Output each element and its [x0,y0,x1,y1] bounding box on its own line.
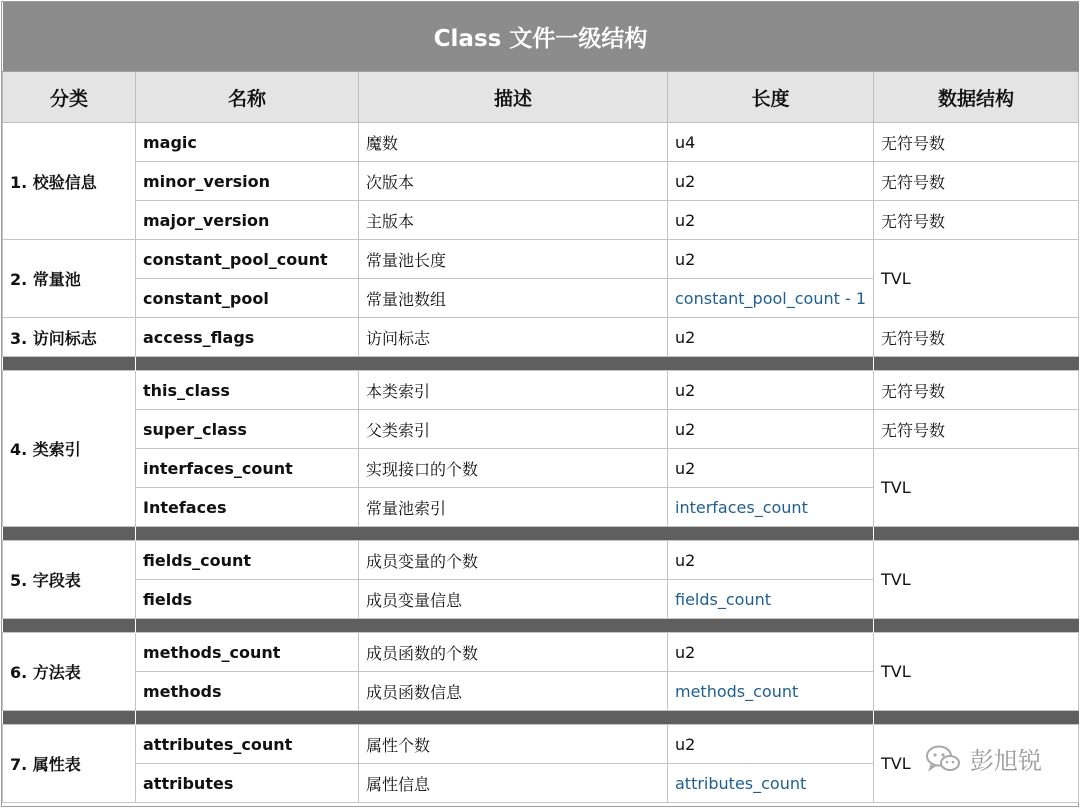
field-name: methods [136,672,359,711]
field-description: 魔数 [359,123,668,162]
header-data-structure: 数据结构 [874,72,1079,123]
field-type: TVL [874,633,1079,711]
field-description: 成员函数的个数 [359,633,668,672]
header-name: 名称 [136,72,359,123]
table-title: Class 文件一级结构 [3,2,1079,72]
field-name: fields_count [136,541,359,580]
field-description: 本类索引 [359,371,668,410]
table-row [3,123,1079,162]
field-length: u2 [668,162,874,201]
field-name: Intefaces [136,488,359,527]
category-cell: 4. 类索引 [3,371,136,527]
field-description: 常量池长度 [359,240,668,279]
category-cell: 1. 校验信息 [3,123,136,240]
field-description: 常量池数组 [359,279,668,318]
header-length: 长度 [668,72,874,123]
table-row [3,162,1079,201]
table-row [3,725,1079,764]
field-name: major_version [136,201,359,240]
field-name: this_class [136,371,359,410]
field-length: u2 [668,240,874,279]
field-length: u2 [668,371,874,410]
field-length: fields_count [668,580,874,619]
watermark [924,741,1042,776]
table-row [3,240,1079,279]
field-description: 属性个数 [359,725,668,764]
field-name: minor_version [136,162,359,201]
watermark-text: 彭旭锐 [970,747,1042,775]
field-length: interfaces_count [668,488,874,527]
section-separator [3,527,1079,541]
field-name: access_flags [136,318,359,357]
field-type: 无符号数 [874,410,1079,449]
field-name: fields [136,580,359,619]
field-length: constant_pool_count - 1 [668,279,874,318]
header-category: 分类 [3,72,136,123]
field-description: 常量池索引 [359,488,668,527]
category-cell: 7. 属性表 [3,725,136,803]
table-row [3,449,1079,488]
field-description: 成员变量的个数 [359,541,668,580]
field-type: 无符号数 [874,201,1079,240]
field-type: 无符号数 [874,162,1079,201]
field-length: u2 [668,201,874,240]
section-separator [3,357,1079,371]
field-type: 无符号数 [874,318,1079,357]
field-name: attributes_count [136,725,359,764]
field-type: TVL [874,725,1079,803]
field-length: u2 [668,541,874,580]
table-row [3,371,1079,410]
field-description: 成员函数信息 [359,672,668,711]
field-name: magic [136,123,359,162]
field-description: 父类索引 [359,410,668,449]
field-type: TVL [874,449,1079,527]
field-length: u4 [668,123,874,162]
field-type: TVL [874,541,1079,619]
table-row [3,633,1079,672]
table-row [3,541,1079,580]
category-cell: 2. 常量池 [3,240,136,318]
class-file-structure-table [2,2,1079,803]
field-length: methods_count [668,672,874,711]
field-name: attributes [136,764,359,803]
field-length: u2 [668,449,874,488]
field-name: constant_pool [136,279,359,318]
field-description: 实现接口的个数 [359,449,668,488]
header-row [3,72,1079,123]
header-description: 描述 [359,72,668,123]
table-row [3,201,1079,240]
field-name: interfaces_count [136,449,359,488]
section-separator [3,619,1079,633]
field-description: 属性信息 [359,764,668,803]
field-name: super_class [136,410,359,449]
category-cell: 3. 访问标志 [3,318,136,357]
field-type: 无符号数 [874,123,1079,162]
table-row [3,318,1079,357]
field-length: u2 [668,633,874,672]
field-description: 主版本 [359,201,668,240]
class-structure-table-frame [1,1,1079,807]
category-cell: 5. 字段表 [3,541,136,619]
table-row [3,410,1079,449]
field-length: u2 [668,410,874,449]
field-description: 次版本 [359,162,668,201]
category-cell: 6. 方法表 [3,633,136,711]
field-length: u2 [668,725,874,764]
section-separator [3,711,1079,725]
field-type: 无符号数 [874,371,1079,410]
field-length: attributes_count [668,764,874,803]
field-name: constant_pool_count [136,240,359,279]
field-length: u2 [668,318,874,357]
field-description: 成员变量信息 [359,580,668,619]
field-type: TVL [874,240,1079,318]
field-description: 访问标志 [359,318,668,357]
field-name: methods_count [136,633,359,672]
wechat-icon [924,744,962,774]
